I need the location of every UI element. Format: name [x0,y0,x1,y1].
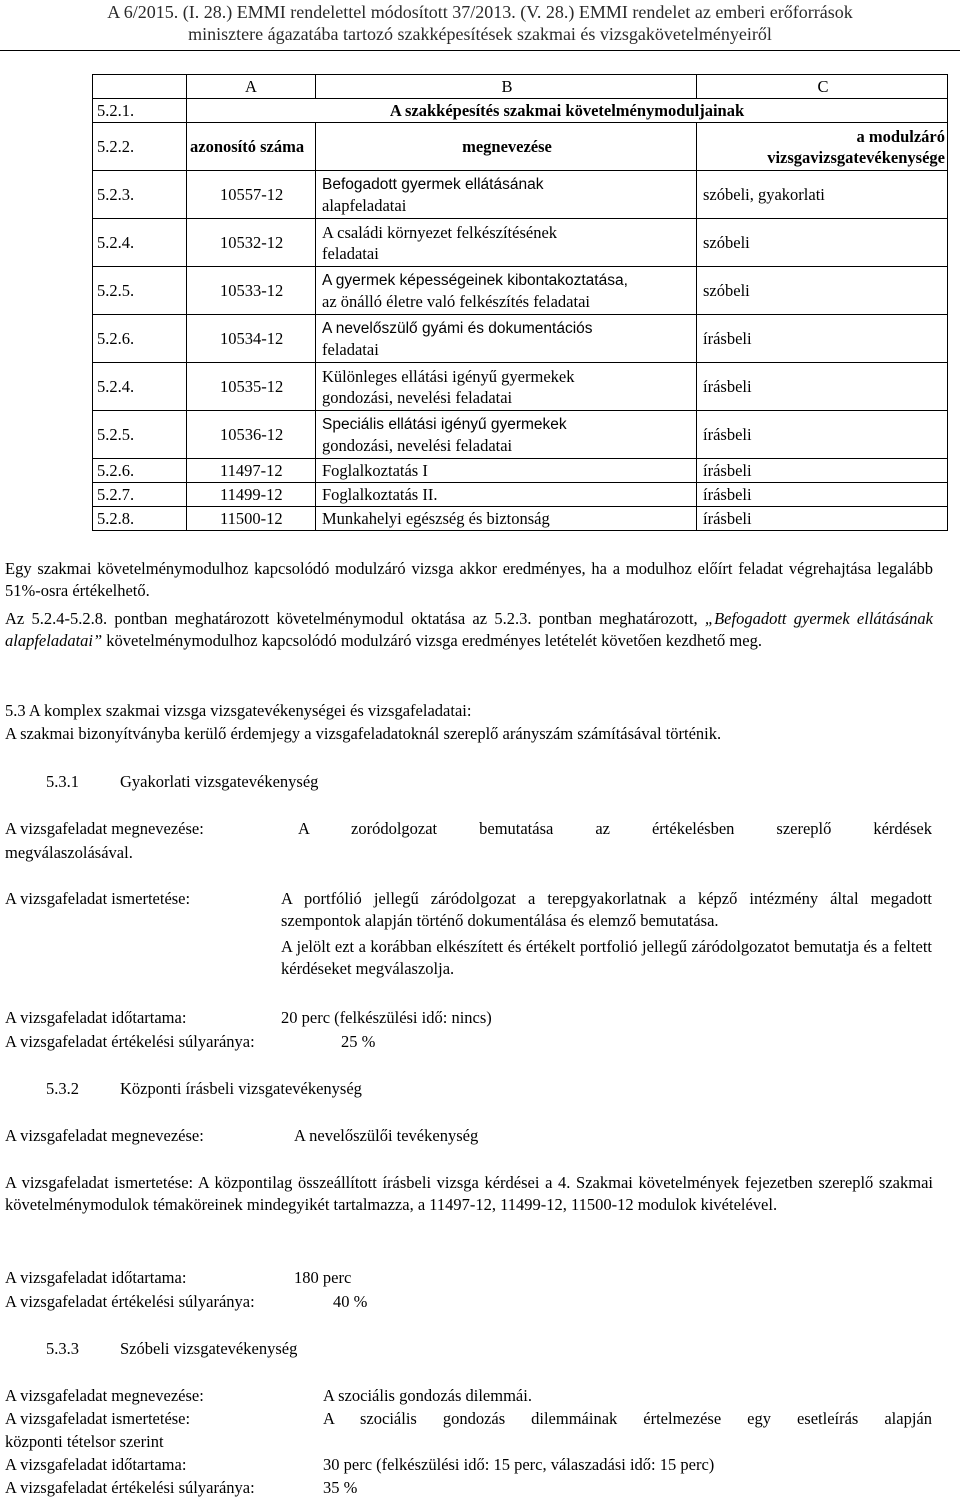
module-name-line-1: A családi környezet felkészítésének [322,222,558,242]
section-5-3-1-number: 5.3.1 [46,772,79,791]
exam-type: írásbeli [697,315,948,363]
s531-time-value: 20 perc (felkészülési idő: nincs) [281,1008,492,1027]
module-name-line-2: feladatai [322,339,379,359]
module-id: 10533-12 [187,267,316,315]
s531-desc-p1: A portfólió jellegű záródolgozat a terepgyakorlatnak a képző intézmény által megadott szempontok alapján történő dokumentálása és elemző bemutatása. [281,889,932,930]
s532-name-value: A nevelőszülői tevékenység [294,1126,479,1145]
module-table [92,74,948,531]
module-id: 10532-12 [187,219,316,267]
module-id: 10535-12 [187,363,316,411]
module-name [316,411,697,459]
row-number: 5.2.4. [93,363,187,411]
exam-type: írásbeli [697,507,948,531]
header-line-1: A 6/2015. (I. 28.) EMMI rendelettel módosított 37/2013. (V. 28.) EMMI rendelet az emberi erőforrások [107,2,853,22]
module-name-line-2: alapfeladatai [322,195,407,215]
table-row [93,459,948,483]
module-id: 10557-12 [187,171,316,219]
paragraph-sequence-start: Az 5.2.4-5.2.8. pontban meghatározott követelménymodul oktatása az 5.2.3. pontban meghatározott, [5,609,705,628]
row-number: 5.2.4. [93,219,187,267]
table-row [93,219,948,267]
paragraph-sequence-end: követelménymodulhoz kapcsolódó modulzáró vizsga eredményes letételét követően kezdhető meg. [102,631,762,650]
module-name [316,363,697,411]
module-name: Foglalkoztatás II. [316,483,697,507]
section-5-3-text: A szakmai bizonyítványba kerülő érdemjegy a vizsgafeladatoknál szereplő arányszám számításával történik. [5,724,722,743]
module-name [316,315,697,363]
section-5-3-1-title: Gyakorlati vizsgatevékenység [120,772,319,791]
module-name [316,267,697,315]
row-number: 5.2.6. [93,315,187,363]
table-header-row [93,123,948,171]
col-letter-c: C [697,75,948,99]
s532-name-label: A vizsgafeladat megnevezése: [5,1126,204,1145]
module-name-line-1: Különleges ellátási igényű gyermekek [322,366,575,386]
table-row [93,99,948,123]
section-5-3-2-number: 5.3.2 [46,1079,79,1098]
module-id: 11497-12 [187,459,316,483]
s532-time-value: 180 perc [294,1268,352,1287]
module-name-line-2: gondozási, nevelési feladatai [322,435,513,455]
s532-desc: A vizsgafeladat ismertetése: A központilag összeállított írásbeli vizsga kérdései a 4. Szakmai követelmények fejezetben szereplő szakmai követelménymodulok témaköreinek mindegyikét tartalmazza, a 11497-12, 11499-12, 11500-12 modulok kivételével. [5,1173,933,1214]
s533-weight-value: 35 % [323,1478,358,1497]
table-row [93,507,948,531]
exam-type: írásbeli [697,483,948,507]
table-row [93,315,948,363]
table-title: A szakképesítés szakmai követelménymoduljainak [187,99,948,123]
s533-desc-label: A vizsgafeladat ismertetése: [5,1409,191,1428]
s531-name-label: A vizsgafeladat megnevezése: [5,819,204,838]
s531-weight-label: A vizsgafeladat értékelési súlyaránya: [5,1032,255,1051]
s531-weight-value: 25 % [341,1032,376,1051]
module-name-line-2: gondozási, nevelési feladatai [322,387,513,407]
table-row [93,483,948,507]
table-row [93,75,948,99]
row-number: 5.2.8. [93,507,187,531]
header-id: azonosító száma [187,123,316,171]
s532-weight-label: A vizsgafeladat értékelési súlyaránya: [5,1292,255,1311]
module-id: 10534-12 [187,315,316,363]
header-name: megnevezése [316,123,697,171]
module-name-line-1: Befogadott gyermek ellátásának [322,175,544,193]
table-cell [93,75,187,99]
exam-type: írásbeli [697,411,948,459]
module-id: 11500-12 [187,507,316,531]
s533-desc-value: A szociális gondozás dilemmáinak értelmezése egy esetleírás alapján [323,1409,932,1428]
header-divider [0,50,960,51]
module-name [316,171,697,219]
row-number: 5.2.5. [93,411,187,459]
s531-name-value: A zoródolgozat bemutatása az értékelésben szereplő kérdések [298,819,932,838]
row-number: 5.2.2. [93,123,187,171]
s533-name-label: A vizsgafeladat megnevezése: [5,1386,204,1405]
paragraph-sequence-module: „Befogadott gyermek ellátásának alapfeladatai” [5,609,933,650]
s531-desc-p2: A jelölt ezt a korábban elkészített és értékelt portfolió jellegű záródolgozatot bemutatja és a feltett kérdéseket megválaszolja. [281,937,932,978]
row-number: 5.2.3. [93,171,187,219]
header-line-2: minisztere ágazatába tartozó szakképesítések szakmai és vizsgakövetelményeiről [188,24,772,44]
s531-name-value-cont: megválaszolásával. [5,843,133,862]
section-5-3-2-title: Központi írásbeli vizsgatevékenység [120,1079,362,1098]
table-row [93,171,948,219]
exam-type: szóbeli [697,219,948,267]
col-letter-a: A [187,75,316,99]
table-row [93,411,948,459]
paragraph-modulzaro: Egy szakmai követelménymodulhoz kapcsolódó modulzáró vizsga akkor eredményes, ha a modulhoz előírt feladat végrehajtása legalább 51%-osra értékelhető. [5,559,933,600]
s533-name-value: A szociális gondozás dilemmái. [323,1386,532,1405]
s533-time-value: 30 perc (felkészülési idő: 15 perc, válaszadási idő: 15 perc) [323,1455,715,1474]
s533-weight-label: A vizsgafeladat értékelési súlyaránya: [5,1478,255,1497]
exam-type: szóbeli, gyakorlati [697,171,948,219]
module-id: 11499-12 [187,483,316,507]
header-exam-line-2: vizsgavizsgatevékenysége [767,147,945,167]
section-5-3-3-title: Szóbeli vizsgatevékenység [120,1339,298,1358]
s531-time-label: A vizsgafeladat időtartama: [5,1008,187,1027]
module-id: 10536-12 [187,411,316,459]
section-5-3-title: 5.3 A komplex szakmai vizsga vizsgatevékenységei és vizsgafeladatai: [5,701,472,720]
module-name-line-1: Speciális ellátási igényű gyermekek [322,415,567,433]
table-row [93,267,948,315]
module-name-line-1: A gyermek képességeinek kibontakoztatása, [322,271,628,289]
section-5-3-3-number: 5.3.3 [46,1339,79,1358]
paragraph-sequence [5,608,933,652]
module-name: Foglalkoztatás I [316,459,697,483]
s533-time-label: A vizsgafeladat időtartama: [5,1455,187,1474]
table-row [93,363,948,411]
module-name [316,219,697,267]
row-number: 5.2.1. [93,99,187,123]
row-number: 5.2.6. [93,459,187,483]
module-name-line-2: feladatai [322,243,379,263]
header-exam-line-1: a modulzáró [856,126,945,146]
row-number: 5.2.7. [93,483,187,507]
col-letter-b: B [316,75,697,99]
header-exam [697,123,948,171]
exam-type: írásbeli [697,363,948,411]
module-name-line-2: az önálló életre való felkészítés feladatai [322,291,590,311]
s533-desc-value-cont: központi tételsor szerint [5,1432,164,1451]
module-name: Munkahelyi egészség és biztonság [316,507,697,531]
s532-weight-value: 40 % [333,1292,368,1311]
exam-type: szóbeli [697,267,948,315]
exam-type: írásbeli [697,459,948,483]
s531-desc-label: A vizsgafeladat ismertetése: [5,889,191,908]
s532-time-label: A vizsgafeladat időtartama: [5,1268,187,1287]
module-name-line-1: A nevelőszülő gyámi és dokumentációs [322,319,593,337]
row-number: 5.2.5. [93,267,187,315]
